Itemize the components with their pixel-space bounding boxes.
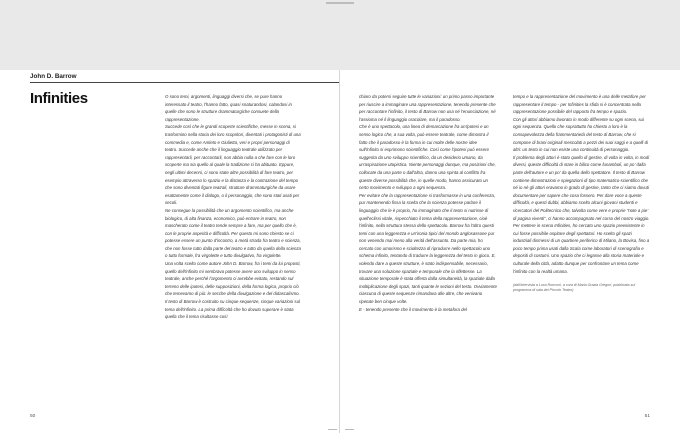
paragraph: Per evitare che la rappresentazione si trasformasse in una conferenza, pur mantenendo fissa la scelta che la scienza potesse parlare il linguaggio che le è proprio, ho immaginato che il testo si nutrisse di quell'eclissi vitale, rispecchiato il tema della rappresentazione, cioè l'infinito, nella struttura stessa dello spettacolo. Barrow fra l'altro questi temi con una leggerezza e un'ironia tipici del mondo anglosassone pur non venendo mai meno alla verità dell'assunto. Da parte mia, ho cercato con umorismo e scioltezza di riprodurre nello spettacolo uno schema infinito, tentando di tradurre la leggerezza del testo in gioco. E, volendo dare a queste strutture, è stato indispensabile, necessario, trovare una soluzione spaziale e temporale che la riflettesse. La situazione temporale è stata offerta dalla simultaneità, la spaziale dalla moltiplicazione degli spazi, tanti quante le sezioni del testo. Ovviamente ciascuna di queste sequenze rimandava alle altre, che venivano ripetute ben cinque volte. [359, 192, 497, 305]
top-edge-mark [326, 2, 354, 4]
header-rule [30, 82, 339, 83]
bottom-edge-mark [328, 429, 337, 431]
right-body-column-2 [513, 93, 651, 293]
paragraph: Il problema degli attori è stato quello di gestire, di volta in volta, in modi diversi, queste difficoltà di stare in bilico come funamboli, un po' dalla parte dell'autore e un po' da quella dello spettatore. Il testo di Barrow contiene dimostrazioni e spiegazioni di tipo matematico-scientifico che né io né gli attori eravamo in grado di gestire, tanto che ci siamo dovuti documentare per sapere che cosa fossero. Per dare voce a queste difficoltà, e questi dubbi, abbiamo scelto alcuni giovani studenti e ricercatori del Politecnico che, talvolta come vere e proprie "note a pie' di pagina viventi", ci hanno accompagnato nel corso del nostro viaggio. Per mettere in scena Infinities, ho cercato uno spazio preesistente in cui fosse possibile ospitare degli spettatori. Ho scelto gli spazi industriali dismessi di un quartiere periferico di Milano, la Bovisa, fino a poco tempo prima usati dalla Scala come laboratori di scenografia e depositi di costumi. Uno spazio che ci legasse alla storia materiale e culturale della città, adatto dunque per confrontare un tema come l'infinito con la realtà umana. [513, 154, 650, 274]
article-title: Infinities [30, 90, 88, 107]
page-number-right: 51 [644, 414, 650, 419]
paragraph: Con gli attori abbiamo lavorato in modo differente su ogni scena, sui ogni sequenza. Quello che soprattutto ho chiesto a loro è la consapevolezza della frammentarietà del testo di Barrow, che si compone di brani originali mescolati a pezzi dei suoi saggi e a quelli di altri: un testo in cui non esiste una continuità di personaggio. [513, 116, 648, 153]
left-body-column [165, 93, 303, 321]
right-body-column-1 [359, 93, 497, 313]
top-spread-margin [0, 0, 680, 70]
paragraph: chiaro da potersi seguire tutte le variazioni: un primo passo importante per riuscire a immaginare una rappresentazione, tenendo presente che per raccontare l'infinito, il testo di Barrow non usa né l'enunciazione, né l'assioma né il linguaggio oracolare, ma il paradosso. [359, 94, 496, 122]
paragraph: E - tenendo presente che il movimento è la metafora del [359, 306, 467, 312]
page-number-left: 50 [30, 414, 36, 419]
author-name: John D. Barrow [30, 73, 77, 80]
right-page [340, 70, 680, 433]
left-page [0, 70, 340, 433]
paragraph: O sono temi, argomenti, linguaggi diversi che, se pure hanno interessato il teatro, l'hanno fatto, quasi snaturandosi, calandosi in quelle che sono le strutture drammaturgiche consuete della rappresentazione. [165, 94, 292, 122]
bottom-edge-mark [345, 429, 354, 431]
interview-credit: (dall'intervista a Luca Ronconi, a cura di Maria Grazia Gregori, pubblicata sul programma di sala del Piccolo Teatro) [513, 283, 636, 293]
paragraph: Il testo di Barrow è costruito su cinque sequenze, cinque variazioni sul tema dell'infinito. La prima difficoltà che ho dovuto superare è stata quella che il tema risultasse così [165, 299, 300, 320]
paragraph: Ne consegue la possibilità che un argomento scientifico, ma anche biologico, di alta finanza, economico, può entrare in teatro, non mascherato come il teatro tende sempre a fare, ma per quello che è, con le proprie asperità e difficoltà. Per questo mi sono chiesto se ci potesse essere un punto d'incontro, a metà strada fra teatro e scienza, che non fosse tutto dalla parte del teatro e tutto da quella della scienza o tutto formale, fra virgolette e tutto divulgativo, fra virgolette. [165, 207, 301, 259]
paragraph: Che è uno spettacolo, una linea di demarcazione fra un'ipotesi e un senso logico che, a sua volta, può essere teatrale, come dimostra il fatto che il paradosso è la forma in cui molte delle nostre idee sull'infinito si esprimono scientifiche. Così come l'ipotesi può essere suggerita da uno sviluppo scientifico, da un desiderio umano, da un'aspirazione utopistica. Niente personaggi dunque, ma posizioni che, collocate da una parte o dall'altra, danno una spinta al conflitto fra queste diverse possibilità che, in quelle modo, hanno assicurato un certo movimento e sviluppo a ogni sequenza. [359, 124, 496, 191]
paragraph: tempo e la rappresentazione del movimento è una delle metafore per rappresentare il tempo - per Infinities la sfida si è concentrata nella rappresentazione possibile del rapporto fra tempo e spazio. [513, 94, 646, 115]
paragraph: Una volta scelto come autore John D. Barrow, fra i temi da lui proposti, quello dell'infinito mi sembrava potesse avere uno sviluppo in senso teatrale, anche perché l'argomento ci avrebbe evitato, restando sul terreno delle ipotesi, delle supposizioni, della forma logica, proprio ciò che temevamo di più: le secche della divulgazione e del didascalismo. [165, 261, 301, 297]
paragraph: Succede così che le grandi scoperte scientifiche, messe in scena, si trasformino nella storia dei loro scopritori, diventati i protagonisti di una commedia e, come Amleto e Giulietta, veri e propri personaggi di teatro. Succede anche che il linguaggio teatrale utilizzato per rappresentarli, per raccontarli, non abbia nulla a che fare con le loro scoperte ma sia quello al quale la tradizione ci ha abituato. Eppure, negli ultimi decenni, ci sono state altre possibilità di fare teatro, per esempio attraverso lo spazio e la distanza e la contrazione del tempo che sono diventati figure teatrali, strutture drammaturgiche da usare esattamente come il dialogo, o il personaggio, che sono stati usati per secoli. [165, 124, 301, 206]
